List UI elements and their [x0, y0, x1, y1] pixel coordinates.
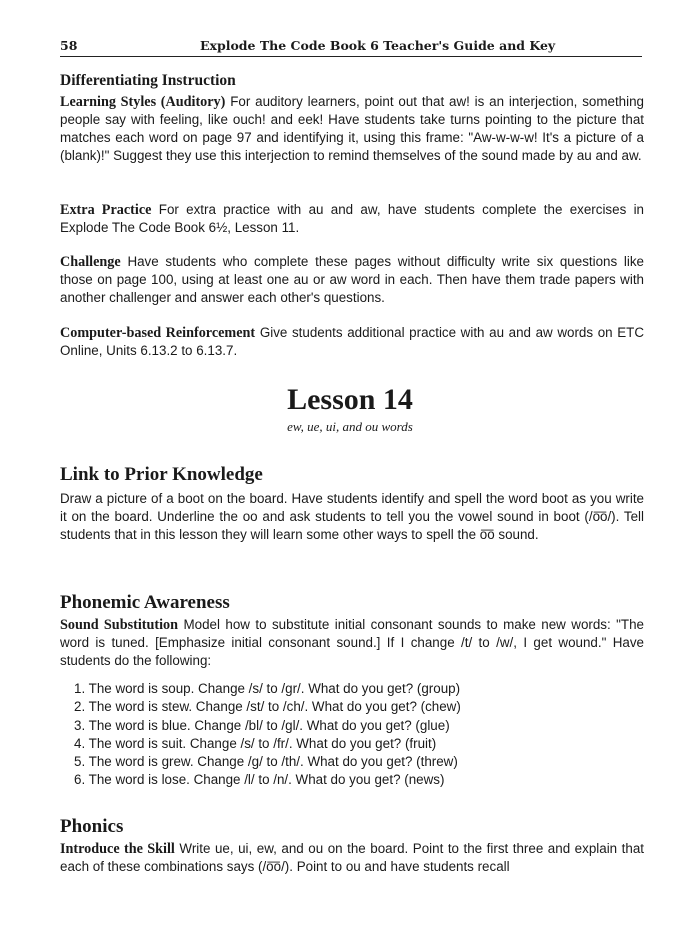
list-item: 6. The word is lose. Change /l/ to /n/. What do you get? (news) [74, 772, 445, 788]
challenge-paragraph [60, 253, 644, 307]
page-number: 58 [60, 38, 78, 53]
extra-practice-label: Extra Practice [60, 202, 152, 218]
computer-paragraph [60, 324, 644, 360]
sound-substitution-label: Sound Substitution [60, 617, 179, 633]
introduce-skill-label: Introduce the Skill [60, 841, 175, 857]
running-header [60, 36, 642, 57]
extra-practice-text: For extra practice with au and aw, have students complete the exercises in Explode The Code Book 6½, Lesson 11. [60, 202, 644, 235]
computer-label: Computer-based Reinforcement [60, 325, 256, 341]
list-item: 1. The word is soup. Change /s/ to /gr/. What do you get? (group) [74, 681, 461, 696]
link-prior-text: Draw a picture of a boot on the board. Have students identify and spell the word boot as you write it on the board. Underline the oo and ask students to tell you the vowel sound in boot (/o͞o/). Tell students that in this lesson they will learn some other ways to spell the o͞o sound. [60, 491, 644, 542]
learning-styles-label: Learning Styles (Auditory) [60, 94, 226, 110]
challenge-label: Challenge [60, 254, 121, 270]
challenge-text: Have students who complete these pages without difficulty write six questions like those on page 100, using at least one au or aw word in each. Then have them trade papers with another challenger and answer each other's questions. [60, 254, 644, 305]
learning-styles-text: For auditory learners, point out that aw! is an interjection, something people say with feeling, like ouch! and eek! Have students take turns pointing to the picture that matches each word on page 97 and identifying it, using this frame: "Aw-w-w-w! It's a picture of a (blank)!" Suggest they use this interjection to remind themselves of the sound made by au and aw. [60, 94, 644, 163]
phonics-paragraph [60, 840, 644, 876]
learning-styles-paragraph [60, 93, 644, 165]
lesson-subtitle-text: ew, ue, ui, and ou words [287, 419, 413, 434]
list-item: 5. The word is grew. Change /g/ to /th/. What do you get? (threw) [74, 754, 458, 770]
list-item: 3. The word is blue. Change /bl/ to /gl/. What do you get? (glue) [74, 717, 450, 733]
list-item: 4. The word is suit. Change /s/ to /fr/. What do you get? (fruit) [74, 735, 437, 751]
computer-text: Give students additional practice with au and aw words on ETC Online, Units 6.13.2 to 6.13.7. [60, 325, 644, 358]
phonemic-paragraph [60, 616, 644, 670]
lesson-title: Lesson 14 [287, 383, 413, 416]
list-item: 2. The word is stew. Change /st/ to /ch/. What do you get? (chew) [74, 699, 461, 715]
sound-substitution-text: Model how to substitute initial consonant sounds to make new words: "The word is tuned. [Emphasize initial consonant sound.] If I change /t/ to /w/, I get wound." Have students do the following: [60, 617, 644, 668]
extra-practice-paragraph [60, 201, 644, 237]
link-prior-heading: Link to Prior Knowledge [60, 464, 263, 485]
introduce-skill-text: Write ue, ui, ew, and ou on the board. Point to the first three and explain that each of these combinations says (/o͞o/). Point to ou and have students recall [60, 841, 644, 874]
substitution-list [60, 680, 620, 790]
phonics-heading: Phonics [60, 816, 124, 837]
phonemic-heading: Phonemic Awareness [60, 592, 230, 613]
book-title: Explode The Code Book 6 Teacher's Guide and Key [200, 38, 556, 53]
lesson-subtitle [0, 419, 700, 435]
differentiating-heading: Differentiating Instruction [60, 72, 236, 89]
